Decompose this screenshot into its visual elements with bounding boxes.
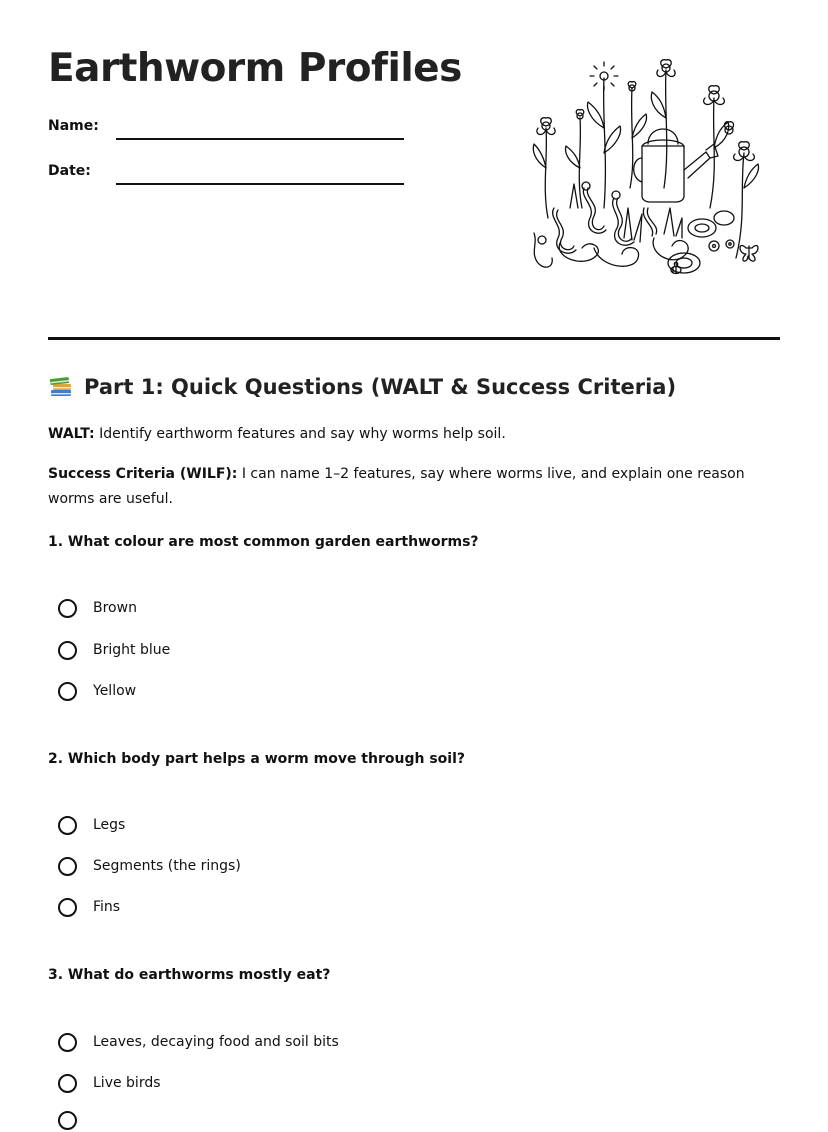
question-3: 3. What do earthworms mostly eat? bbox=[48, 967, 331, 983]
q2-option-3[interactable] bbox=[58, 895, 120, 919]
success-criteria-text bbox=[48, 462, 780, 512]
date-line[interactable] bbox=[116, 183, 404, 185]
section-divider bbox=[48, 337, 780, 340]
radio-button[interactable] bbox=[58, 857, 77, 876]
radio-button[interactable] bbox=[58, 682, 77, 701]
walt-body: Identify earthworm features and say why worms help soil. bbox=[94, 426, 506, 442]
option-label: Legs bbox=[93, 817, 126, 833]
q1-option-3[interactable] bbox=[58, 679, 136, 703]
radio-button[interactable] bbox=[58, 816, 77, 835]
name-line[interactable] bbox=[116, 138, 404, 140]
option-label: Segments (the rings) bbox=[93, 858, 241, 874]
q3-option-3[interactable] bbox=[58, 1108, 93, 1132]
walt-text bbox=[48, 422, 780, 447]
page-title: Earthworm Profiles bbox=[48, 46, 462, 91]
question-1: 1. What colour are most common garden earthworms? bbox=[48, 534, 479, 550]
option-label: Yellow bbox=[93, 683, 137, 699]
option-label: Leaves, decaying food and soil bits bbox=[93, 1034, 339, 1050]
walt-label: WALT: bbox=[48, 426, 95, 442]
garden-worms-illustration bbox=[524, 58, 772, 286]
date-label: Date: bbox=[48, 163, 91, 179]
option-label: Live birds bbox=[93, 1075, 161, 1091]
q1-option-1[interactable] bbox=[58, 596, 137, 620]
wilf-body: I can name 1–2 features, say where worms live, and explain one reason worms are useful. bbox=[48, 466, 745, 507]
option-label: Bright blue bbox=[93, 642, 171, 658]
question-2: 2. Which body part helps a worm move through soil? bbox=[48, 751, 465, 767]
q1-option-2[interactable] bbox=[58, 638, 170, 662]
q2-option-2[interactable] bbox=[58, 854, 241, 878]
q3-option-1[interactable] bbox=[58, 1030, 339, 1054]
q2-option-1[interactable] bbox=[58, 813, 125, 837]
part1-heading-text: Part 1: Quick Questions (WALT & Success Criteria) bbox=[84, 375, 677, 399]
option-label: Fins bbox=[93, 899, 121, 915]
wilf-label: Success Criteria (WILF): bbox=[48, 466, 238, 482]
radio-button[interactable] bbox=[58, 1074, 77, 1093]
radio-button[interactable] bbox=[58, 599, 77, 618]
radio-button[interactable] bbox=[58, 1033, 77, 1052]
part1-heading bbox=[48, 374, 676, 400]
option-label: Brown bbox=[93, 600, 137, 616]
name-label: Name: bbox=[48, 118, 99, 134]
books-icon bbox=[48, 374, 74, 400]
radio-button[interactable] bbox=[58, 898, 77, 917]
radio-button[interactable] bbox=[58, 1111, 77, 1130]
q3-option-2[interactable] bbox=[58, 1071, 161, 1095]
radio-button[interactable] bbox=[58, 641, 77, 660]
